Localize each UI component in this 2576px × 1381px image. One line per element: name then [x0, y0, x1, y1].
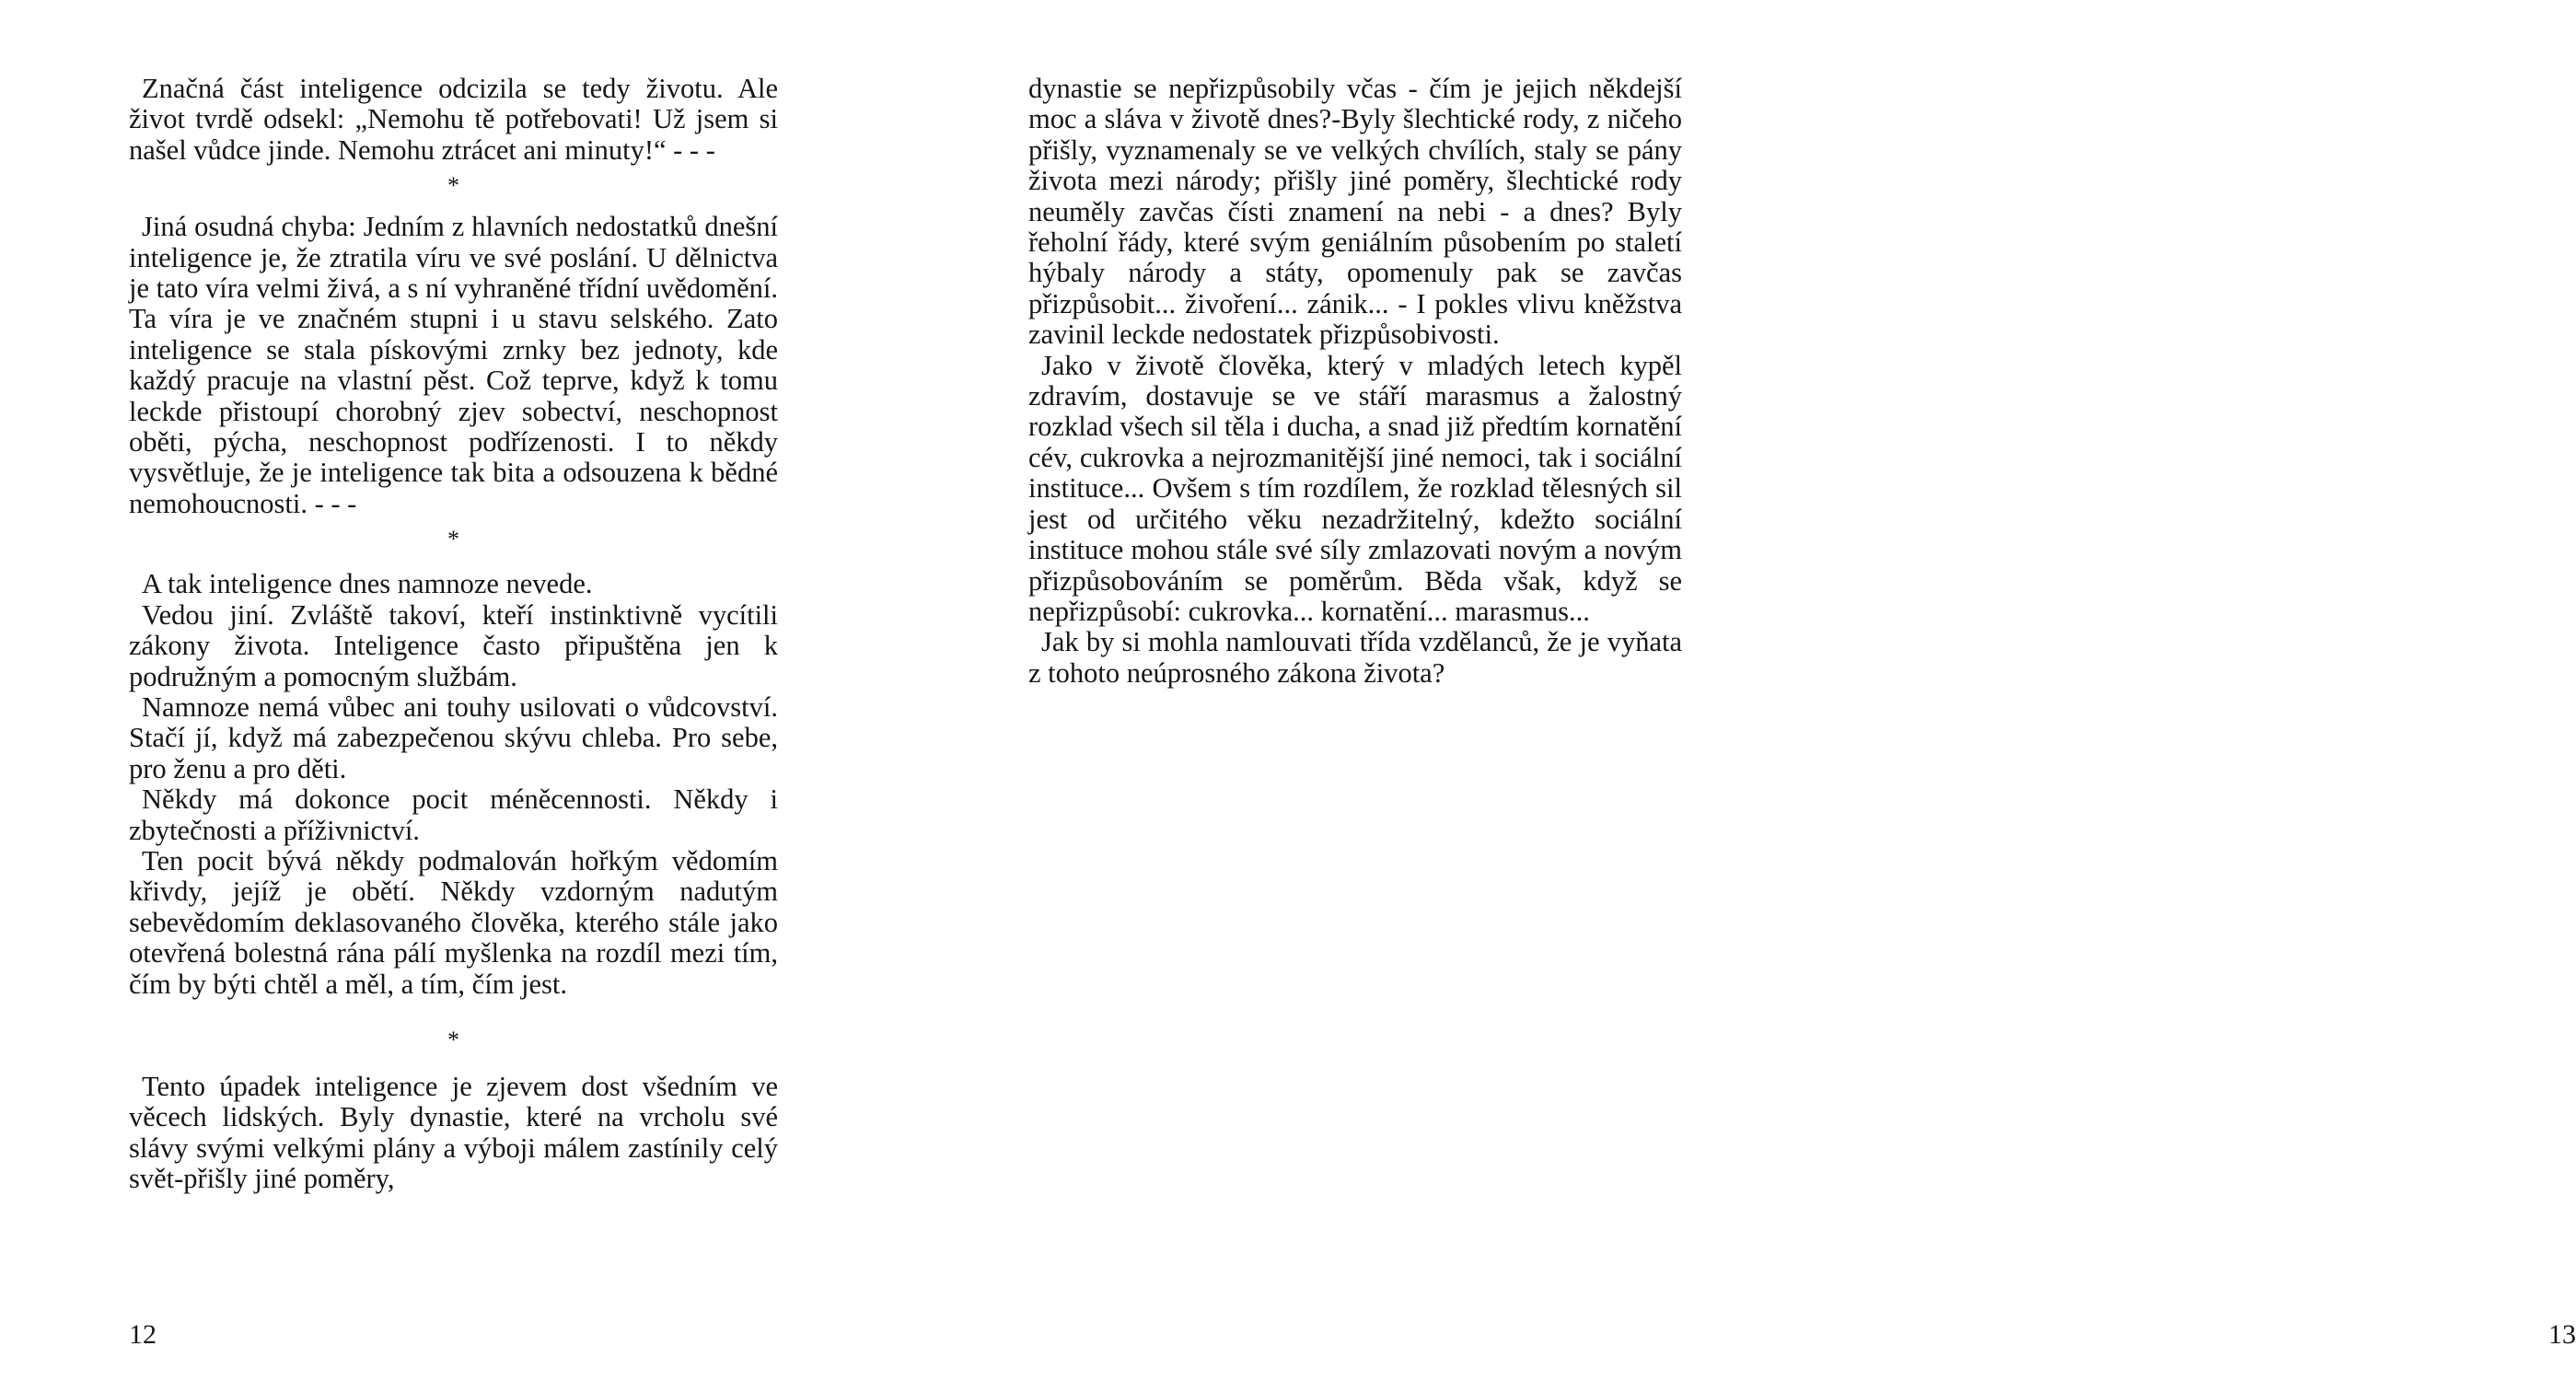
section-separator: * — [447, 172, 459, 200]
paragraph: Značná část inteligence odcizila se tedy životu. Ale život tvrdě odsekl: „Nemohu tě potřebovati! Už jsem si našel vůdce jinde. Nemohu ztrácet ani minuty!“ - - - — [129, 73, 778, 166]
right-page — [899, 0, 2576, 1381]
paragraph: Vedou jiní. Zvláště takoví, kteří instinktivně vycítili zákony života. Inteligence často připuštěna jen k podružným a pomocným službám. — [129, 598, 778, 692]
paragraph: Namnoze nemá vůbec ani touhy usilovati o vůdcovství. Stačí jí, když má zabezpečenou skývu chleba. Pro sebe, pro ženu a pro děti. — [129, 690, 778, 784]
page-number: 12 — [129, 1319, 157, 1350]
section-separator: * — [447, 526, 459, 553]
right-text-column — [1028, 74, 1682, 689]
paragraph: Jiná osudná chyba: Jedním z hlavních nedostatků dnešní inteligence je, že ztratila víru ve své poslání. U dělnictva je tato víra velmi živá, a s ní vyhraněné třídní uvědomění. Ta víra je ve značném stupni i u stavu selského. Zato inteligence se stala pískovými zrnky bez jednoty, kde každý pracuje na vlastní pěst. Což teprve, když k tomu leckde přistoupí chorobný zjev sobectví, neschopnost oběti, pýcha, neschopnost podřízenosti. I to někdy vysvětluje, že je inteligence tak bita a odsouzena k bědné nemohoucnosti. - - - — [129, 211, 778, 519]
paragraph: Ten pocit bývá někdy podmalován hořkým vědomím křivdy, jejíž je obětí. Někdy vzdorným nadutým sebevědomím deklasovaného člověka, kterého stále jako otevřená bolestná rána pálí myšlenka na rozdíl mezi tím, čím by býti chtěl a měl, a tím, čím jest. — [129, 844, 778, 1000]
page-number: 13 — [2548, 1319, 2576, 1350]
paragraph: Tento úpadek inteligence je zjevem dost všedním ve věcech lidských. Byly dynastie, které na vrcholu své slávy svými velkými plány a výboji málem zastínily celý svět-přišly jiné poměry, — [129, 1070, 778, 1195]
paragraph: Někdy má dokonce pocit méněcennosti. Někdy i zbytečnosti a příživnictví. — [129, 783, 778, 846]
paragraph: A tak inteligence dnes namnoze nevede. — [142, 568, 593, 600]
paragraph: Jak by si mohla namlouvati třída vzdělanců, že je vyňata z tohoto neúprosného zákona života? — [1028, 626, 1682, 689]
section-separator: * — [447, 1026, 459, 1053]
left-page — [0, 0, 899, 1381]
left-text-column — [129, 74, 778, 1195]
paragraph: dynastie se nepřizpůsobily včas - čím je jejich někdejší moc a sláva v životě dnes?-Byly šlechtické rody, z ničeho přišly, vyznamenaly se ve velkých chvílích, staly se pány života mezi národy; přišly jiné poměry, šlechtické rody neuměly zavčas čísti znamení na nebi - a dnes? Byly řeholní řády, které svým geniálním působením po staletí hýbaly národy a státy, opomenuly pak se zavčas přizpůsobit... živoření... zánik... - I pokles vlivu kněžstva zavinil leckde nedostatek přizpůsobivosti. — [1028, 73, 1682, 351]
paragraph: Jako v životě člověka, který v mladých letech kypěl zdravím, dostavuje se ve stáří marasmus a žalostný rozklad všech sil těla i ducha, a snad již předtím kornatění cév, cukrovka a nejrozmanitější jiné nemoci, tak i sociální instituce... Ovšem s tím rozdílem, že rozklad tělesných sil jest od určitého věku nezadržitelný, kdežto sociální instituce mohou stále své síly zmlazovati novým a novým přizpůsobováním se poměrům. Běda však, když se nepřizpůsobí: cukrovka... kornatění... marasmus... — [1028, 349, 1682, 627]
